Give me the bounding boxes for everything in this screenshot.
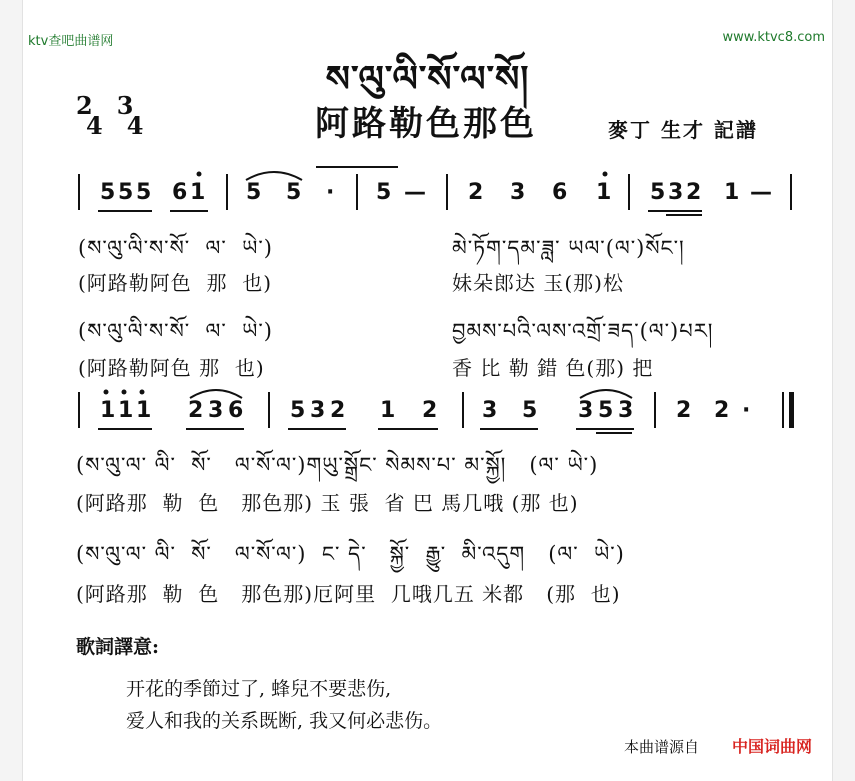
underline bbox=[98, 210, 152, 212]
underline bbox=[378, 428, 438, 430]
barline bbox=[790, 174, 792, 210]
barline bbox=[268, 392, 270, 428]
note: · bbox=[742, 398, 751, 423]
notation-row-2 bbox=[78, 390, 798, 434]
note: 2 bbox=[468, 180, 484, 205]
note: 5 bbox=[598, 398, 614, 423]
time-signatures bbox=[76, 91, 144, 140]
note: 3 bbox=[208, 398, 224, 423]
final-barline bbox=[789, 392, 794, 428]
barline bbox=[462, 392, 464, 428]
note: 3 bbox=[578, 398, 594, 423]
note: 2 bbox=[422, 398, 438, 423]
note: 5 bbox=[376, 180, 392, 205]
underline bbox=[186, 428, 244, 430]
high-dot bbox=[194, 170, 204, 178]
time-signature-2 bbox=[116, 91, 144, 140]
note: 1 bbox=[100, 398, 116, 423]
note: 1 bbox=[190, 180, 206, 205]
note: 1 bbox=[136, 398, 152, 423]
lyrics-meaning-heading: 歌詞譯意: bbox=[76, 636, 160, 658]
note: 6 bbox=[552, 180, 568, 205]
lyrics-v1-tibetan-b: མེ་ཏོག་དམ་ཟླ་ ཡལ་(ལ་)སོང་། bbox=[452, 236, 685, 260]
time-signature-1-num: 2 bbox=[76, 91, 93, 120]
underline bbox=[98, 428, 152, 430]
lyrics-meaning-line-2: 爱人和我的关系既断, 我又何必悲伤。 bbox=[126, 710, 443, 732]
barline bbox=[782, 392, 784, 428]
barline bbox=[446, 174, 448, 210]
barline bbox=[78, 174, 80, 210]
note: 5 bbox=[650, 180, 666, 205]
note: 3 bbox=[310, 398, 326, 423]
note: 5 bbox=[136, 180, 152, 205]
lyrics-meaning-line-1: 开花的季節过了, 蜂兒不要悲伤, bbox=[126, 678, 392, 700]
note: — bbox=[404, 180, 426, 205]
source-text: 本曲谱源自 bbox=[624, 738, 700, 756]
time-signature-1-den: 4 bbox=[86, 111, 103, 140]
note: 1 bbox=[724, 180, 740, 205]
note: 2 bbox=[676, 398, 692, 423]
note: 2 bbox=[686, 180, 702, 205]
note: · bbox=[326, 180, 335, 205]
source-brand: 中国词曲网 bbox=[732, 737, 813, 756]
note: 6 bbox=[228, 398, 244, 423]
note: 5 bbox=[100, 180, 116, 205]
underline bbox=[170, 210, 208, 212]
note: 5 bbox=[286, 180, 302, 205]
lyrics-v4-tibetan: (ས་ལུ་ལ་ ལི་ སོ་ ལ་སོ་ལ་) ང་ དེ་ སྐྱོ་ རྒྱུ་ མི་འདུག (ལ་ ཡེ་) bbox=[76, 542, 625, 566]
high-dot bbox=[600, 170, 610, 178]
time-signature-1 bbox=[76, 91, 103, 140]
underline bbox=[596, 432, 632, 434]
slur bbox=[188, 384, 244, 400]
note: 5 bbox=[246, 180, 262, 205]
note: 1 bbox=[118, 398, 134, 423]
note: — bbox=[750, 180, 772, 205]
time-signature-2-den: 4 bbox=[126, 111, 144, 140]
lyrics-v1-chinese: (阿路勒阿色 那 也) bbox=[78, 271, 273, 295]
lyrics-v1-chinese-b: 妹朵郎达 玉(那)松 bbox=[452, 271, 624, 295]
note: 3 bbox=[668, 180, 684, 205]
underline bbox=[648, 210, 702, 212]
song-author: 麥丁 生才 記譜 bbox=[608, 118, 758, 142]
lyrics-v2-tibetan: (ས་ལུ་ལི་ས་སོ་ ལ་ ཡེ་) bbox=[78, 319, 273, 343]
note: 3 bbox=[482, 398, 498, 423]
time-signature-2-num: 3 bbox=[116, 91, 134, 120]
slur bbox=[578, 384, 634, 400]
lyrics-v3-tibetan: (ས་ལུ་ལ་ ལི་ སོ་ ལ་སོ་ལ་)གཡུ་སྒྲོང་ སེམས་པ་ མ་སྐྱོ། (ལ་ ཡེ་) bbox=[76, 453, 599, 477]
barline bbox=[78, 392, 80, 428]
lyrics-v2-chinese: (阿路勒阿色 那 也) bbox=[78, 356, 265, 380]
note: 1 bbox=[596, 180, 612, 205]
lyrics-v2-chinese-b: 香 比 勒 錯 色(那) 把 bbox=[452, 356, 654, 380]
note: 5 bbox=[118, 180, 134, 205]
barline bbox=[356, 174, 358, 210]
note: 3 bbox=[618, 398, 634, 423]
note: 1 bbox=[380, 398, 396, 423]
watermark-right: www.ktvc8.com bbox=[722, 30, 825, 45]
note: 5 bbox=[522, 398, 538, 423]
tibetan-title: ས་ལུ་ལི་སོ་ལ་སོ། bbox=[325, 58, 530, 100]
lyrics-v4-chinese: (阿路那 勒 色 那色那)厄阿里 几哦几五 米都 (那 也) bbox=[76, 582, 621, 606]
lyrics-v1-tibetan: (ས་ལུ་ལི་ས་སོ་ ལ་ ཡེ་) bbox=[78, 236, 273, 260]
notation-row-1 bbox=[78, 172, 798, 216]
note: 3 bbox=[510, 180, 526, 205]
song-title: 阿路勒色那色 bbox=[315, 104, 537, 144]
lyrics-v3-chinese: (阿路那 勒 色 那色那) 玉 張 省 巴 馬几哦 (那 也) bbox=[76, 491, 579, 515]
lyrics-v2-tibetan-b: བྱམས་པའི་ལས་འགྲོ་ཟད་(ལ་)པར། bbox=[452, 319, 714, 343]
overline bbox=[316, 166, 398, 168]
note: 2 bbox=[330, 398, 346, 423]
underline bbox=[480, 428, 538, 430]
slur bbox=[244, 166, 304, 182]
underline bbox=[576, 428, 634, 430]
barline bbox=[226, 174, 228, 210]
note: 5 bbox=[290, 398, 306, 423]
note: 6 bbox=[172, 180, 188, 205]
underline bbox=[666, 214, 702, 216]
barline bbox=[654, 392, 656, 428]
underline bbox=[288, 428, 346, 430]
watermark-left: ktv查吧曲谱网 bbox=[28, 34, 114, 49]
note: 2 bbox=[714, 398, 730, 423]
barline bbox=[628, 174, 630, 210]
high-dots bbox=[100, 388, 154, 396]
note: 2 bbox=[188, 398, 204, 423]
